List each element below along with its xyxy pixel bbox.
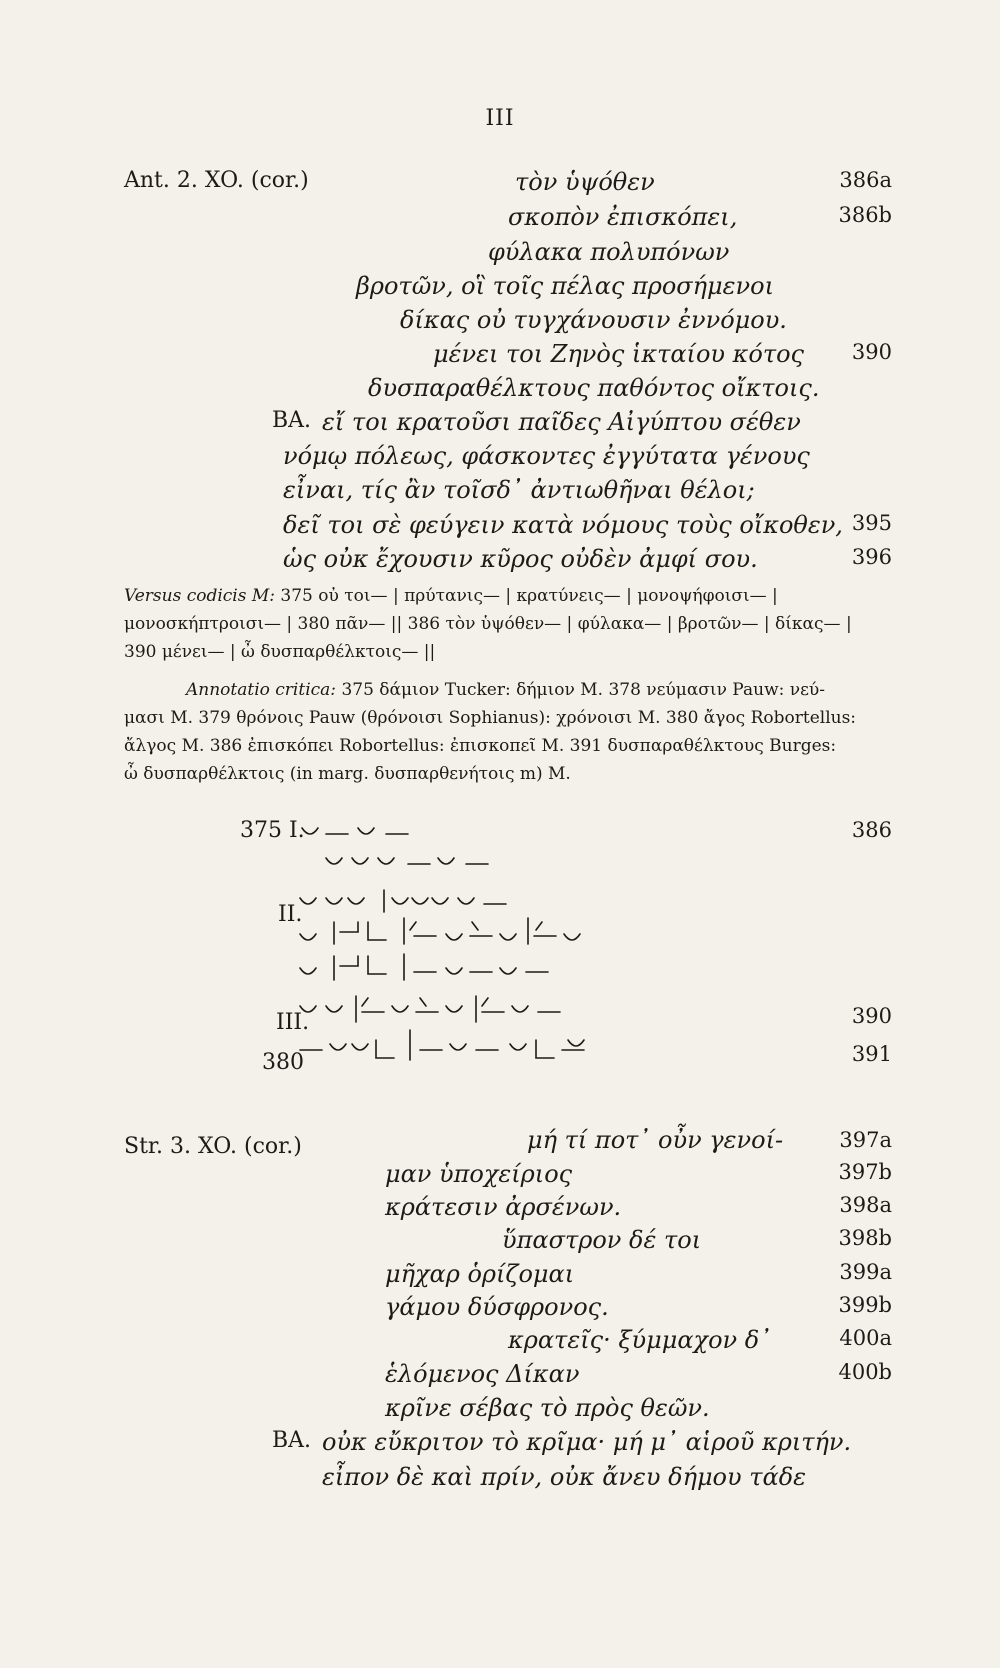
line-number: 397a — [839, 1128, 892, 1152]
metrical-row-number: 386 — [851, 818, 892, 842]
verse-line: τὸν ὑψόθεν — [515, 168, 655, 196]
annotatio-line: ὦ δυσπαρθέλκτοις (in marg. δυσπαρθενήτοις m) M. — [124, 764, 571, 784]
metrical-scheme-graphic — [296, 818, 596, 1090]
line-number: 386a — [839, 168, 892, 192]
versus-codicis-line: μονοσκήπτροισι— | 380 πᾶν— || 386 τὸν ὑψόθεν— | φύλακα— | βροτῶν— | δίκας— | — [124, 614, 852, 634]
verse-line: σκοπὸν ἐπισκόπει, — [508, 203, 738, 231]
annotatio-line: Annotatio critica: 375 δάμιον Tucker: δήμιον M. 378 νεύμασιν Pauw: νεύ- — [186, 680, 825, 700]
verse-line: βροτῶν, οἳ τοῖς πέλας προσήμενοι — [356, 272, 774, 300]
verse-line: κρατεῖς· ξύμμαχον δ᾽ — [508, 1326, 772, 1354]
verse-line: ὕπαστρον δέ τοι — [502, 1226, 702, 1254]
metrical-row-label: III. — [276, 1010, 310, 1035]
annotatio-line: μασι M. 379 θρόνοις Pauw (θρόνοισι Sophianus): χρόνοισι M. 380 ἄγος Robortellus: — [124, 708, 857, 728]
line-number: 396 — [851, 545, 892, 569]
speaker-label: ΒΑ. — [272, 408, 312, 433]
line-number: 398b — [838, 1226, 892, 1250]
verse-line: μαν ὑποχείριος — [385, 1160, 573, 1188]
metrical-row-label: 375 I. — [240, 818, 305, 843]
verse-line: γάμου δύσφρονος. — [385, 1293, 609, 1321]
antistrophe-label: Ant. 2. XO. (cor.) — [124, 168, 309, 193]
verse-line: ὡς οὐκ ἔχουσιν κῦρος οὐδὲν ἀμφί σου. — [283, 545, 758, 573]
verse-line: δεῖ τοι σὲ φεύγειν κατὰ νόμους τοὺς οἴκοθεν, — [283, 511, 843, 539]
line-number: 398a — [839, 1193, 892, 1217]
verse-line: εἶναι, τίς ἂν τοῖσδ᾽ ἀντιωθῆναι θέλοι; — [283, 476, 755, 504]
line-number: 400b — [838, 1360, 892, 1384]
line-number: 399a — [839, 1260, 892, 1284]
verse-line: μή τί ποτ᾽ οὖν γενοί- — [527, 1126, 784, 1154]
verse-line: κρῖνε σέβας τὸ πρὸς θεῶν. — [385, 1394, 710, 1422]
strophe-label: Str. 3. XO. (cor.) — [124, 1134, 302, 1159]
annotatio-line: ἄλγος M. 386 ἐπισκόπει Robortellus: ἐπισκοπεῖ M. 391 δυσπαραθέλκτους Burges: — [124, 736, 837, 756]
line-number: 395 — [851, 511, 892, 535]
versus-codicis-line: Versus codicis M: 375 οὐ τοι— | πρύτανις— | κρατύνεις— | μονοψήφοισι— | — [124, 586, 778, 606]
annotatio-heading: Annotatio critica: — [186, 680, 337, 700]
verse-line: μῆχαρ ὁρίζομαι — [385, 1260, 575, 1288]
page-number: III — [485, 106, 515, 131]
verse-line: φύλακα πολυπόνων — [488, 238, 730, 266]
versus-codicis-line: 390 μένει— | ὦ δυσπαρθέλκτοις— || — [124, 642, 436, 662]
line-number: 390 — [851, 340, 892, 364]
verse-line: μένει τοι Ζηνὸς ἱκταίου κότος — [433, 340, 804, 368]
verse-line: ἑλόμενος Δίκαν — [385, 1360, 580, 1388]
verse-line: δυσπαραθέλκτους παθόντος οἴκτοις. — [368, 374, 820, 402]
verse-line: κράτεσιν ἀρσένων. — [385, 1193, 622, 1221]
line-number: 386b — [838, 203, 892, 227]
metrical-row-label: 380 — [262, 1050, 304, 1075]
verse-line: νόμῳ πόλεως, φάσκοντες ἐγγύτατα γένους — [283, 442, 810, 470]
line-number: 397b — [838, 1160, 892, 1184]
verse-line: εἶπον δὲ καὶ πρίν, οὐκ ἄνευ δήμου τάδε — [322, 1463, 807, 1491]
versus-codicis-heading: Versus codicis M: — [124, 586, 275, 606]
verse-line: οὐκ εὔκριτον τὸ κρῖμα· μή μ᾽ αἱροῦ κριτήν. — [322, 1428, 852, 1456]
line-number: 399b — [838, 1293, 892, 1317]
metrical-row-number: 391 — [851, 1042, 892, 1066]
line-number: 400a — [839, 1326, 892, 1350]
speaker-label: ΒΑ. — [272, 1428, 312, 1453]
verse-line: δίκας οὐ τυγχάνουσιν ἐννόμου. — [400, 306, 787, 334]
verse-line: εἴ τοι κρατοῦσι παῖδες Αἰγύπτου σέθεν — [322, 408, 801, 436]
metrical-row-number: 390 — [851, 1004, 892, 1028]
metrical-row-label: II. — [278, 902, 303, 927]
